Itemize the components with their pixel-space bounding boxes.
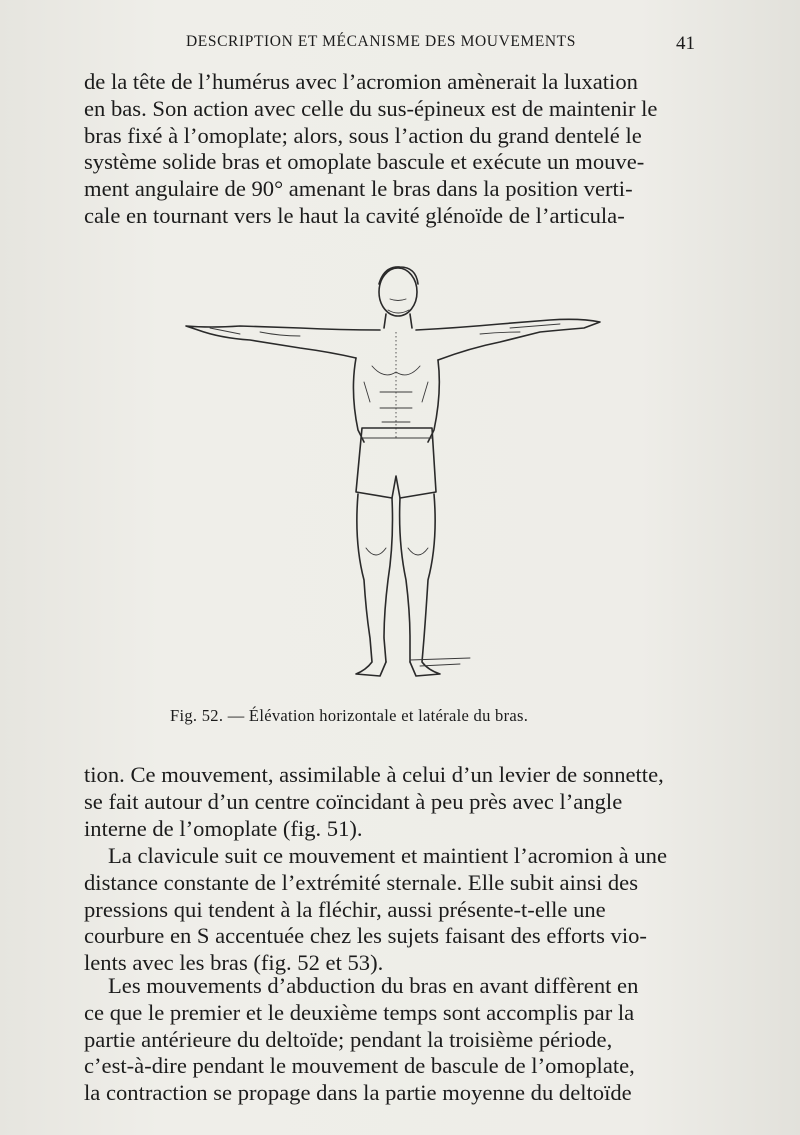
running-title: DESCRIPTION ET MÉCANISME DES MOUVEMENTS: [186, 33, 576, 50]
paragraph-3: La clavicule suit ce mouvement et maintient l’acromion à une distance constante de l’extrémité sternale. Elle subit ainsi des pressions qui tendent à la fléchir, aussi présente-t-elle une courbure en S accentuée chez les sujets faisant des efforts vio- lents avec les bras (fig. 52 et 53).: [84, 843, 667, 976]
paragraph-1: de la tête de l’humérus avec l’acromion amènerait la luxation en bas. Son action avec celle du sus-épineux est de maintenir le bras fixé à l’omoplate; alors, sous l’action du grand dentelé le système solide bras et omoplate bascule et exécute un mouve- ment angulaire de 90° amenant le bras dans la position verti- cale en tournant vers le haut la cavité glénoïde de l’articula-: [84, 69, 658, 228]
paragraph-4: Les mouvements d’abduction du bras en avant diffèrent en ce que le premier et le deuxième temps sont accomplis par la partie antérieure du deltoïde; pendant la troisième période, c’est-à-dire pendant le mouvement de bascule de l’omoplate, la contraction se propage dans la partie moyenne du deltoïde: [84, 973, 639, 1106]
paragraph-2: tion. Ce mouvement, assimilable à celui d’un levier de sonnette, se fait autour d’un centre coïncidant à peu près avec l’angle interne de l’omoplate (fig. 51).: [84, 762, 664, 841]
figure-caption: Fig. 52. — Élévation horizontale et latérale du bras.: [170, 706, 529, 725]
figure-illustration: [180, 262, 610, 692]
page-number: 41: [676, 33, 695, 54]
man-arms-raised-illustration: [180, 262, 610, 692]
